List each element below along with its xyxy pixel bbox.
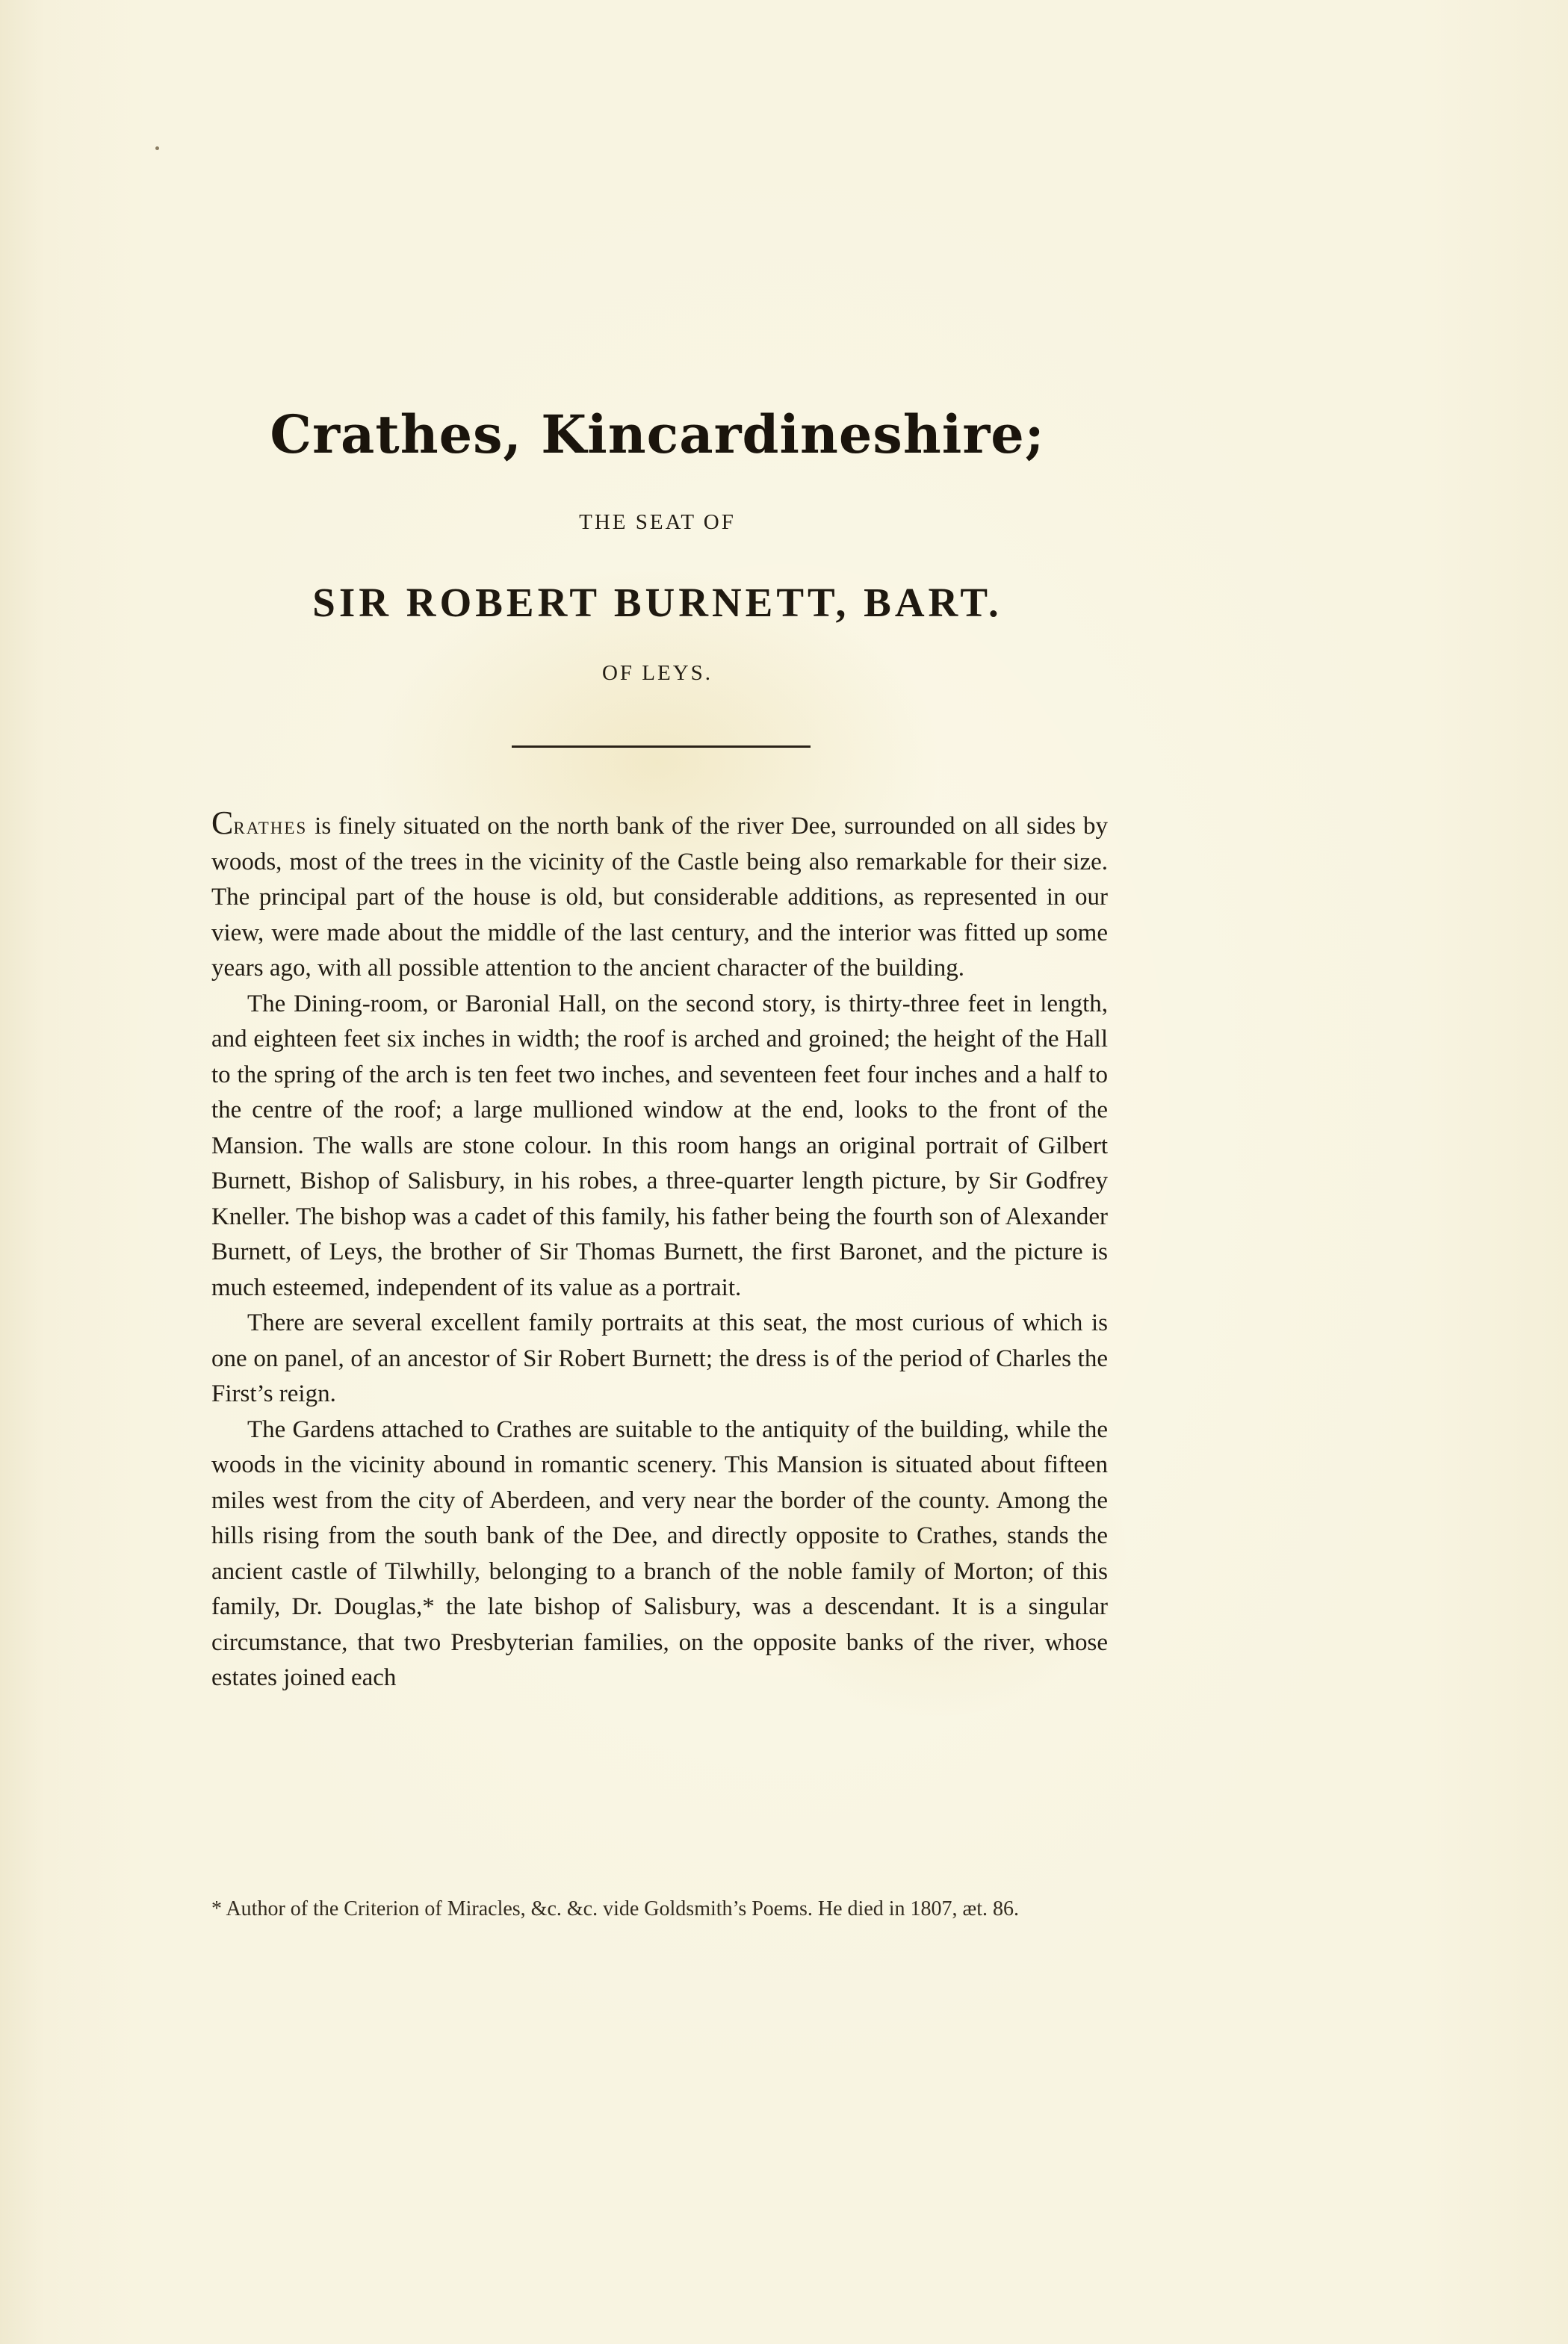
- paragraph-2: The Dining-room, or Baronial Hall, on the second story, is thirty-three feet in length, and eighteen feet six inches in width; the roof is arched and groined; the height of the Hall to the spring of the arch is ten feet two inches, and seventeen feet four inches and a half to the centre of the roof; a large mullioned window at the end, looks to the front of the Mansion. The walls are stone colour. In this room hangs an original portrait of Gilbert Burnett, Bishop of Salisbury, in his robes, a three-quarter length picture, by Sir Godfrey Kneller. The bishop was a cadet of this family, his father being the fourth son of Alexander Burnett, of Leys, the brother of Sir Thomas Burnett, the first Baronet, and the picture is much esteemed, independent of its value as a portrait.: [211, 990, 1108, 1301]
- paragraph-1: [211, 805, 1108, 987]
- owner-suffix: OF LEYS.: [601, 661, 713, 685]
- paragraph-1-text: is finely situated on the north bank of the river Dee, surrounded on all sides by woods, most of the trees in the vicinity of the Castle being also remarkable for their size. The principal part of the house is old, but considerable additions, as represented in our view, were made about the middle of the last century, and the interior was fitted up some years ago, with all possible attention to the ancient character of the building.: [211, 813, 1108, 982]
- page-speck: [155, 146, 159, 150]
- title-divider-rule: [512, 745, 811, 748]
- paragraph-4: The Gardens attached to Crathes are suitable to the antiquity of the building, while the woods in the vicinity abound in romantic scenery. This Mansion is situated about fifteen miles west from the city of Aberdeen, and very near the border of the county. Among the hills rising from the south bank of the Dee, and directly opposite to Crathes, stands the ancient castle of Tilwhilly, belonging to a branch of the noble family of Morton; of this family, Dr. Douglas,* the late bishop of Salisbury, was a descendant. It is a singular circumstance, that two Presbyterian families, on the opposite banks of the river, whose estates joined each: [211, 1416, 1108, 1691]
- page-title: Crathes, Kincardineshire;: [270, 403, 1045, 465]
- body-text: [211, 805, 1108, 1696]
- owner-name: SIR ROBERT BURNETT, BART.: [312, 580, 1003, 625]
- subtitle-seat-of: THE SEAT OF: [579, 510, 736, 534]
- paragraph-3: There are several excellent family portraits at this seat, the most curious of which is one on panel, of an ancestor of Sir Robert Burnett; the dress is of the period of Charles the First’s reign.: [211, 1309, 1108, 1407]
- paragraph-initial: C: [211, 804, 234, 841]
- footnote: * Author of the Criterion of Miracles, &c. &c. vide Goldsmith’s Poems. He died in 1807, æt. 86.: [211, 1897, 1019, 1920]
- paragraph-initial-word: rathes: [233, 813, 308, 840]
